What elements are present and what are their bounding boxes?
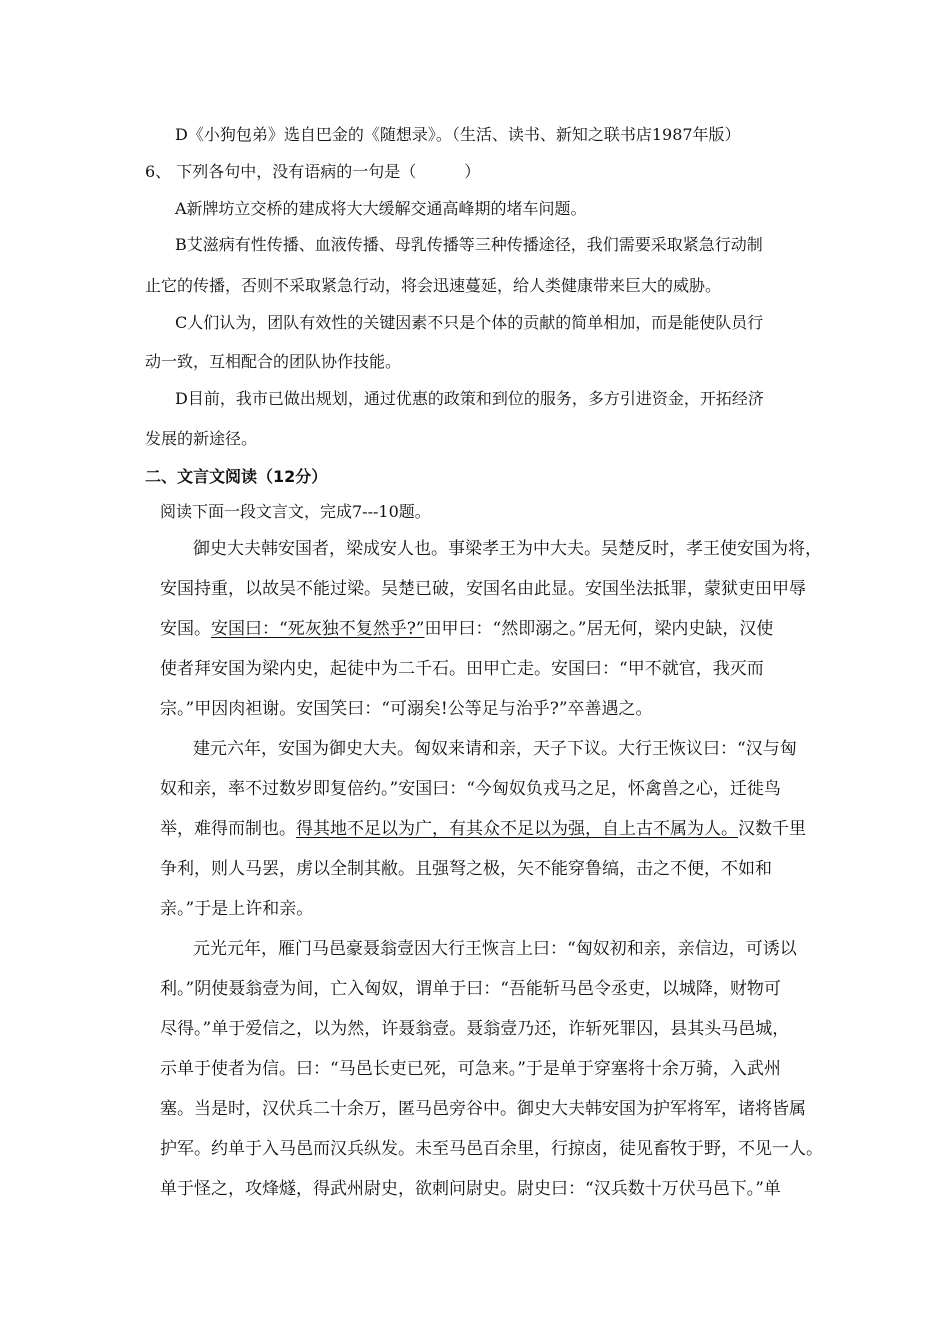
passage-p2-line4: 争利，则人马罢，虏以全制其敝。且强弩之极，矢不能穿鲁缟，击之不便，不如和 <box>160 859 772 879</box>
passage-p3-line2: 利。”阴使聂翁壹为间，亡入匈奴，谓单于曰：“吾能斩马邑令丞吏，以城降，财物可 <box>160 979 781 999</box>
passage-p2-line1: 建元六年，安国为御史大夫。匈奴来请和亲，天子下议。大行王恢议曰：“汉与匈 <box>193 739 797 759</box>
underlined-sentence-2: 得其地不足以为广，有其众不足以为强，自上古不属为人。 <box>296 819 738 839</box>
q6-option-c-line1: C人们认为，团队有效性的关键因素不只是个体的贡献的简单相加，而是能使队员行 <box>175 313 764 332</box>
passage-p3-line7: 单于怪之，攻烽燧，得武州尉史，欲刺问尉史。尉史曰：“汉兵数十万伏马邑下。”单 <box>160 1179 781 1199</box>
q6-option-d-line1: D目前，我市已做出规划，通过优惠的政策和到位的服务，多方引进资金，开拓经济 <box>175 389 764 408</box>
passage-text: 举，难得而制也。 <box>160 819 296 839</box>
underlined-sentence-1: 安国曰：“死灰独不复然乎?” <box>211 619 425 639</box>
passage-p3-line6: 护军。约单于入马邑而汉兵纵发。未至马邑百余里，行掠卤，徒见畜牧于野，不见一人。 <box>160 1139 823 1159</box>
passage-p3-line3: 尽得。”单于爱信之，以为然，许聂翁壹。聂翁壹乃还，诈斩死罪囚，县其头马邑城， <box>160 1019 790 1039</box>
passage-p2-line5: 亲。”于是上许和亲。 <box>160 899 314 919</box>
q6-option-d-line2: 发展的新途径。 <box>145 429 258 448</box>
passage-text: 安国。 <box>160 619 211 639</box>
q6-option-b-line1: B艾滋病有性传播、血液传播、母乳传播等三种传播途径，我们需要采取紧急行动制 <box>175 235 763 254</box>
q5-option-d: D《小狗包弟》选自巴金的《随想录》。（生活、读书、新知之联书店1987年版） <box>175 125 741 144</box>
q6-stem: 6、 下列各句中，没有语病的一句是（ ） <box>145 162 481 181</box>
passage-p1-line1: 御史大夫韩安国者，梁成安人也。事梁孝王为中大夫。吴楚反时，孝王使安国为将， <box>193 539 822 559</box>
passage-p3-line4: 示单于使者为信。曰：“马邑长吏已死，可急来。”于是单于穿塞将十余万骑，入武州 <box>160 1059 781 1079</box>
passage-text: 汉数千里 <box>738 819 806 839</box>
passage-p2-line2: 奴和亲，率不过数岁即复倍约。”安国曰：“今匈奴负戎马之足，怀禽兽之心，迁徙鸟 <box>160 779 781 799</box>
q6-option-b-line2: 止它的传播，否则不采取紧急行动，将会迅速蔓延，给人类健康带来巨大的威胁。 <box>145 276 722 295</box>
section-heading: 二、文言文阅读（12分） <box>145 467 328 486</box>
passage-p3-line5: 塞。当是时，汉伏兵二十余万，匿马邑旁谷中。御史大夫韩安国为护军将军，诸将皆属 <box>160 1099 806 1119</box>
passage-p1-line4: 使者拜安国为梁内史，起徒中为二千石。田甲亡走。安国曰：“甲不就官，我灭而 <box>160 659 764 679</box>
passage-p2-line3 <box>160 818 806 840</box>
section-instruction: 阅读下面一段文言文，完成7---10题。 <box>160 502 431 521</box>
passage-text: 田甲曰：“然即溺之。”居无何，梁内史缺，汉使 <box>424 619 774 639</box>
q6-option-c-line2: 动一致，互相配合的团队协作技能。 <box>145 352 402 371</box>
q6-option-a: A新牌坊立交桥的建成将大大缓解交通高峰期的堵车问题。 <box>175 199 587 218</box>
passage-p1-line3 <box>160 618 773 640</box>
passage-p3-line1: 元光元年，雁门马邑豪聂翁壹因大行王恢言上曰：“匈奴初和亲，亲信边，可诱以 <box>193 939 797 959</box>
passage-p1-line5: 宗。”甲因肉袒谢。安国笑曰：“可溺矣!公等足与治乎?”卒善遇之。 <box>160 699 653 719</box>
passage-p1-line2: 安国持重，以故吴不能过梁。吴楚已破，安国名由此显。安国坐法抵罪，蒙狱吏田甲辱 <box>160 579 806 599</box>
